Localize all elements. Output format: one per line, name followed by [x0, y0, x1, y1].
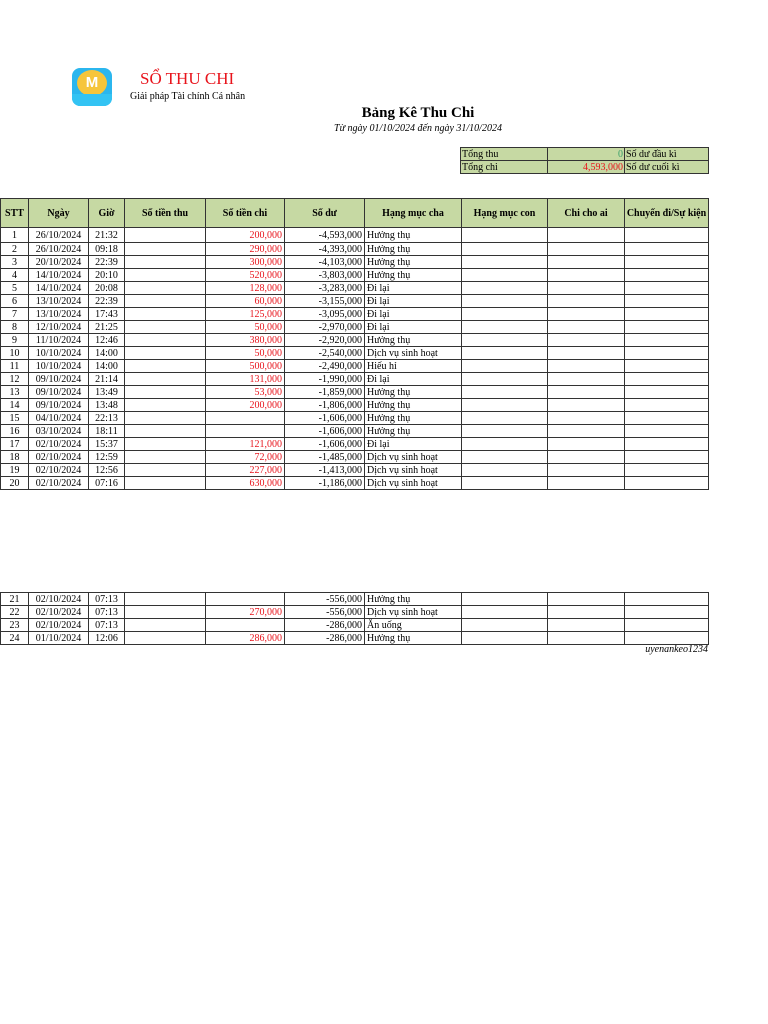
cell-time: 07:13: [89, 606, 125, 619]
table-row: [1, 606, 709, 619]
cell-balance: -2,490,000: [285, 360, 365, 373]
cell-expense: [206, 412, 285, 425]
cell-income: [125, 438, 206, 451]
cell-income: [125, 334, 206, 347]
cell-for-whom: [548, 321, 625, 334]
cell-balance: -3,283,000: [285, 282, 365, 295]
cell-trip-event: [625, 464, 709, 477]
summary-table: [460, 147, 709, 174]
cell-balance: -1,606,000: [285, 412, 365, 425]
transactions-table: [0, 198, 709, 490]
cell-child-category: [462, 243, 548, 256]
cell-income: [125, 347, 206, 360]
cell-parent-category: Ăn uống: [365, 619, 462, 632]
cell-parent-category: Hưởng thụ: [365, 632, 462, 645]
cell-parent-category: Đi lại: [365, 438, 462, 451]
cell-expense: 270,000: [206, 606, 285, 619]
cell-expense: 125,000: [206, 308, 285, 321]
cell-stt: 10: [1, 347, 29, 360]
cell-expense: [206, 425, 285, 438]
cell-time: 22:39: [89, 256, 125, 269]
cell-child-category: [462, 438, 548, 451]
cell-balance: -1,990,000: [285, 373, 365, 386]
cell-for-whom: [548, 425, 625, 438]
cell-balance: -1,413,000: [285, 464, 365, 477]
cell-expense: 520,000: [206, 269, 285, 282]
cell-expense: 72,000: [206, 451, 285, 464]
cell-expense: [206, 593, 285, 606]
cell-for-whom: [548, 593, 625, 606]
cell-child-category: [462, 425, 548, 438]
brand-tagline: Giải pháp Tài chính Cá nhân: [130, 91, 246, 102]
cell-balance: -4,593,000: [285, 228, 365, 243]
cell-balance: -1,806,000: [285, 399, 365, 412]
brand-name: SỔ THU CHI: [140, 69, 235, 88]
col-header-child-category: Hạng mục con: [462, 199, 548, 228]
cell-trip-event: [625, 321, 709, 334]
cell-child-category: [462, 632, 548, 645]
cell-time: 07:16: [89, 477, 125, 490]
cell-child-category: [462, 334, 548, 347]
cell-for-whom: [548, 256, 625, 269]
table-row: [1, 256, 709, 269]
cell-parent-category: Hưởng thụ: [365, 425, 462, 438]
table-header-row: [1, 199, 709, 228]
cell-date: 02/10/2024: [29, 477, 89, 490]
table-row: [1, 438, 709, 451]
cell-stt: 22: [1, 606, 29, 619]
col-header-time: Giờ: [89, 199, 125, 228]
cell-trip-event: [625, 593, 709, 606]
cell-time: 22:39: [89, 295, 125, 308]
cell-date: 09/10/2024: [29, 399, 89, 412]
cell-date: 02/10/2024: [29, 593, 89, 606]
cell-trip-event: [625, 334, 709, 347]
cell-stt: 16: [1, 425, 29, 438]
table-row: [1, 347, 709, 360]
cell-stt: 11: [1, 360, 29, 373]
cell-for-whom: [548, 373, 625, 386]
cell-parent-category: Hưởng thụ: [365, 399, 462, 412]
cell-parent-category: Đi lại: [365, 321, 462, 334]
cell-time: 15:37: [89, 438, 125, 451]
cell-trip-event: [625, 360, 709, 373]
cell-for-whom: [548, 438, 625, 451]
cell-time: 07:13: [89, 619, 125, 632]
cell-for-whom: [548, 632, 625, 645]
cell-stt: 17: [1, 438, 29, 451]
cell-stt: 7: [1, 308, 29, 321]
cell-trip-event: [625, 269, 709, 282]
cell-date: 14/10/2024: [29, 269, 89, 282]
cell-parent-category: Dịch vụ sinh hoạt: [365, 451, 462, 464]
table-row: [1, 399, 709, 412]
cell-child-category: [462, 619, 548, 632]
cell-parent-category: Dịch vụ sinh hoạt: [365, 464, 462, 477]
cell-child-category: [462, 282, 548, 295]
cell-balance: -1,859,000: [285, 386, 365, 399]
cell-trip-event: [625, 282, 709, 295]
cell-for-whom: [548, 295, 625, 308]
cell-income: [125, 425, 206, 438]
table-row: [1, 619, 709, 632]
cell-stt: 19: [1, 464, 29, 477]
cell-expense: 227,000: [206, 464, 285, 477]
cell-income: [125, 269, 206, 282]
cell-child-category: [462, 256, 548, 269]
cell-stt: 2: [1, 243, 29, 256]
footer-username: uyenankeo1234: [645, 644, 708, 655]
table-row: [1, 282, 709, 295]
table-row: [1, 464, 709, 477]
cell-trip-event: [625, 619, 709, 632]
cell-date: 01/10/2024: [29, 632, 89, 645]
cell-for-whom: [548, 477, 625, 490]
cell-trip-event: [625, 243, 709, 256]
report-title: Bảng Kê Thu Chi: [361, 105, 475, 121]
cell-date: 02/10/2024: [29, 451, 89, 464]
cell-trip-event: [625, 632, 709, 645]
cell-stt: 13: [1, 386, 29, 399]
transactions-table-continued: [0, 592, 709, 645]
cell-child-category: [462, 347, 548, 360]
cell-parent-category: Hưởng thụ: [365, 412, 462, 425]
cell-expense: 50,000: [206, 347, 285, 360]
cell-trip-event: [625, 451, 709, 464]
cell-parent-category: Đi lại: [365, 295, 462, 308]
col-header-stt: STT: [1, 199, 29, 228]
cell-expense: 630,000: [206, 477, 285, 490]
cell-trip-event: [625, 295, 709, 308]
cell-trip-event: [625, 386, 709, 399]
col-header-trip-event: Chuyến đi/Sự kiện: [625, 199, 709, 228]
cell-income: [125, 632, 206, 645]
cell-stt: 24: [1, 632, 29, 645]
cell-for-whom: [548, 464, 625, 477]
table-row: [1, 334, 709, 347]
cell-trip-event: [625, 412, 709, 425]
cell-income: [125, 256, 206, 269]
cell-date: 26/10/2024: [29, 228, 89, 243]
cell-date: 13/10/2024: [29, 308, 89, 321]
cell-date: 04/10/2024: [29, 412, 89, 425]
table-row: [1, 321, 709, 334]
cell-income: [125, 243, 206, 256]
cell-parent-category: Hưởng thụ: [365, 593, 462, 606]
app-logo: [72, 68, 112, 106]
cell-for-whom: [548, 347, 625, 360]
cell-child-category: [462, 451, 548, 464]
cell-balance: -3,155,000: [285, 295, 365, 308]
table-row: [1, 269, 709, 282]
cell-balance: -1,186,000: [285, 477, 365, 490]
report-date-range: Từ ngày 01/10/2024 đến ngày 31/10/2024: [334, 123, 502, 134]
cell-for-whom: [548, 619, 625, 632]
table-row: [1, 412, 709, 425]
cell-income: [125, 412, 206, 425]
cell-for-whom: [548, 606, 625, 619]
summary-income-row: [461, 148, 709, 161]
cell-balance: -1,606,000: [285, 438, 365, 451]
col-header-income: Số tiền thu: [125, 199, 206, 228]
table-row: [1, 451, 709, 464]
cell-trip-event: [625, 256, 709, 269]
cell-date: 13/10/2024: [29, 295, 89, 308]
cell-trip-event: [625, 399, 709, 412]
cell-time: 09:18: [89, 243, 125, 256]
income-value: 0: [548, 148, 625, 161]
col-header-balance: Số dư: [285, 199, 365, 228]
cell-child-category: [462, 606, 548, 619]
cell-date: 11/10/2024: [29, 334, 89, 347]
cell-balance: -4,393,000: [285, 243, 365, 256]
cell-stt: 6: [1, 295, 29, 308]
cell-income: [125, 295, 206, 308]
cell-trip-event: [625, 373, 709, 386]
cell-stt: 23: [1, 619, 29, 632]
cell-trip-event: [625, 228, 709, 243]
cell-date: 09/10/2024: [29, 373, 89, 386]
cell-parent-category: Dịch vụ sinh hoạt: [365, 477, 462, 490]
cell-time: 22:13: [89, 412, 125, 425]
cell-stt: 14: [1, 399, 29, 412]
cell-for-whom: [548, 228, 625, 243]
table-row: [1, 425, 709, 438]
cell-stt: 9: [1, 334, 29, 347]
cell-parent-category: Dịch vụ sinh hoạt: [365, 606, 462, 619]
opening-balance-label: Số dư đầu kì: [625, 148, 709, 161]
cell-expense: 200,000: [206, 228, 285, 243]
cell-time: 13:49: [89, 386, 125, 399]
cell-balance: -1,606,000: [285, 425, 365, 438]
cell-expense: 290,000: [206, 243, 285, 256]
cell-parent-category: Hưởng thụ: [365, 269, 462, 282]
cell-income: [125, 386, 206, 399]
cell-time: 21:32: [89, 228, 125, 243]
cell-date: 02/10/2024: [29, 606, 89, 619]
table-row: [1, 308, 709, 321]
cell-income: [125, 477, 206, 490]
cell-for-whom: [548, 451, 625, 464]
cell-child-category: [462, 295, 548, 308]
cell-stt: 18: [1, 451, 29, 464]
cell-balance: -1,485,000: [285, 451, 365, 464]
cell-time: 13:48: [89, 399, 125, 412]
cell-date: 02/10/2024: [29, 619, 89, 632]
cell-child-category: [462, 321, 548, 334]
cell-expense: 300,000: [206, 256, 285, 269]
cell-date: 09/10/2024: [29, 386, 89, 399]
cell-parent-category: Hưởng thụ: [365, 243, 462, 256]
cell-date: 02/10/2024: [29, 438, 89, 451]
cell-stt: 20: [1, 477, 29, 490]
cell-income: [125, 308, 206, 321]
cell-date: 10/10/2024: [29, 360, 89, 373]
cell-child-category: [462, 593, 548, 606]
cell-parent-category: Hưởng thụ: [365, 228, 462, 243]
logo-letter: M: [85, 74, 99, 91]
col-header-expense: Số tiền chi: [206, 199, 285, 228]
cell-for-whom: [548, 282, 625, 295]
cell-time: 20:08: [89, 282, 125, 295]
cell-income: [125, 451, 206, 464]
cell-date: 12/10/2024: [29, 321, 89, 334]
cell-stt: 1: [1, 228, 29, 243]
col-header-parent-category: Hạng mục cha: [365, 199, 462, 228]
cell-expense: 50,000: [206, 321, 285, 334]
cell-income: [125, 228, 206, 243]
summary-expense-row: [461, 161, 709, 174]
cell-expense: 380,000: [206, 334, 285, 347]
cell-date: 02/10/2024: [29, 464, 89, 477]
table-row: [1, 243, 709, 256]
cell-stt: 12: [1, 373, 29, 386]
cell-child-category: [462, 360, 548, 373]
cell-balance: -2,540,000: [285, 347, 365, 360]
cell-time: 17:43: [89, 308, 125, 321]
cell-for-whom: [548, 386, 625, 399]
cell-balance: -2,920,000: [285, 334, 365, 347]
cell-income: [125, 619, 206, 632]
cell-time: 12:06: [89, 632, 125, 645]
cell-balance: -3,095,000: [285, 308, 365, 321]
cell-time: 21:14: [89, 373, 125, 386]
cell-parent-category: Đi lại: [365, 308, 462, 321]
cell-child-category: [462, 269, 548, 282]
expense-value: 4,593,000: [548, 161, 625, 174]
cell-trip-event: [625, 425, 709, 438]
table-row: [1, 386, 709, 399]
cell-stt: 3: [1, 256, 29, 269]
cell-balance: -286,000: [285, 619, 365, 632]
cell-child-category: [462, 373, 548, 386]
cell-balance: -3,803,000: [285, 269, 365, 282]
cell-income: [125, 606, 206, 619]
cell-time: 12:56: [89, 464, 125, 477]
cell-expense: 121,000: [206, 438, 285, 451]
cell-income: [125, 360, 206, 373]
cell-trip-event: [625, 347, 709, 360]
table-row: [1, 593, 709, 606]
cell-trip-event: [625, 606, 709, 619]
table-row: [1, 373, 709, 386]
cell-child-category: [462, 399, 548, 412]
cell-income: [125, 464, 206, 477]
cell-for-whom: [548, 308, 625, 321]
cell-balance: -556,000: [285, 593, 365, 606]
cell-for-whom: [548, 412, 625, 425]
cell-income: [125, 399, 206, 412]
cell-balance: -556,000: [285, 606, 365, 619]
cell-expense: [206, 619, 285, 632]
cell-balance: -286,000: [285, 632, 365, 645]
table-row: [1, 632, 709, 645]
cell-stt: 15: [1, 412, 29, 425]
cell-parent-category: Hưởng thụ: [365, 386, 462, 399]
cell-time: 18:11: [89, 425, 125, 438]
cell-expense: 131,000: [206, 373, 285, 386]
closing-balance-label: Số dư cuối kì: [625, 161, 709, 174]
cell-parent-category: Hiếu hỉ: [365, 360, 462, 373]
cell-income: [125, 282, 206, 295]
cell-parent-category: Hưởng thụ: [365, 334, 462, 347]
table-row: [1, 477, 709, 490]
col-header-date: Ngày: [29, 199, 89, 228]
cell-trip-event: [625, 438, 709, 451]
cell-for-whom: [548, 334, 625, 347]
cell-date: 14/10/2024: [29, 282, 89, 295]
income-label: Tổng thu: [461, 148, 548, 161]
table-row: [1, 295, 709, 308]
cell-time: 14:00: [89, 347, 125, 360]
cell-time: 21:25: [89, 321, 125, 334]
cell-for-whom: [548, 399, 625, 412]
cell-date: 26/10/2024: [29, 243, 89, 256]
cell-time: 12:59: [89, 451, 125, 464]
cell-stt: 8: [1, 321, 29, 334]
cell-expense: 286,000: [206, 632, 285, 645]
cell-stt: 5: [1, 282, 29, 295]
cell-trip-event: [625, 477, 709, 490]
cell-income: [125, 593, 206, 606]
table-row: [1, 228, 709, 243]
cell-child-category: [462, 386, 548, 399]
cell-date: 20/10/2024: [29, 256, 89, 269]
cell-child-category: [462, 228, 548, 243]
cell-child-category: [462, 412, 548, 425]
cell-for-whom: [548, 243, 625, 256]
cell-date: 10/10/2024: [29, 347, 89, 360]
cell-expense: 53,000: [206, 386, 285, 399]
cell-parent-category: Hưởng thụ: [365, 256, 462, 269]
cell-balance: -4,103,000: [285, 256, 365, 269]
cell-stt: 21: [1, 593, 29, 606]
cell-expense: 500,000: [206, 360, 285, 373]
cell-time: 07:13: [89, 593, 125, 606]
cell-income: [125, 321, 206, 334]
cell-income: [125, 373, 206, 386]
cell-child-category: [462, 464, 548, 477]
cell-trip-event: [625, 308, 709, 321]
expense-label: Tổng chi: [461, 161, 548, 174]
table-row: [1, 360, 709, 373]
cell-child-category: [462, 477, 548, 490]
cell-child-category: [462, 308, 548, 321]
cell-expense: 128,000: [206, 282, 285, 295]
cell-for-whom: [548, 360, 625, 373]
cell-stt: 4: [1, 269, 29, 282]
cell-for-whom: [548, 269, 625, 282]
cell-date: 03/10/2024: [29, 425, 89, 438]
cell-parent-category: Đi lại: [365, 373, 462, 386]
cell-parent-category: Đi lại: [365, 282, 462, 295]
cell-parent-category: Dịch vụ sinh hoạt: [365, 347, 462, 360]
cell-time: 14:00: [89, 360, 125, 373]
cell-expense: 200,000: [206, 399, 285, 412]
cell-time: 12:46: [89, 334, 125, 347]
col-header-for-whom: Chi cho ai: [548, 199, 625, 228]
cell-balance: -2,970,000: [285, 321, 365, 334]
cell-expense: 60,000: [206, 295, 285, 308]
cell-time: 20:10: [89, 269, 125, 282]
